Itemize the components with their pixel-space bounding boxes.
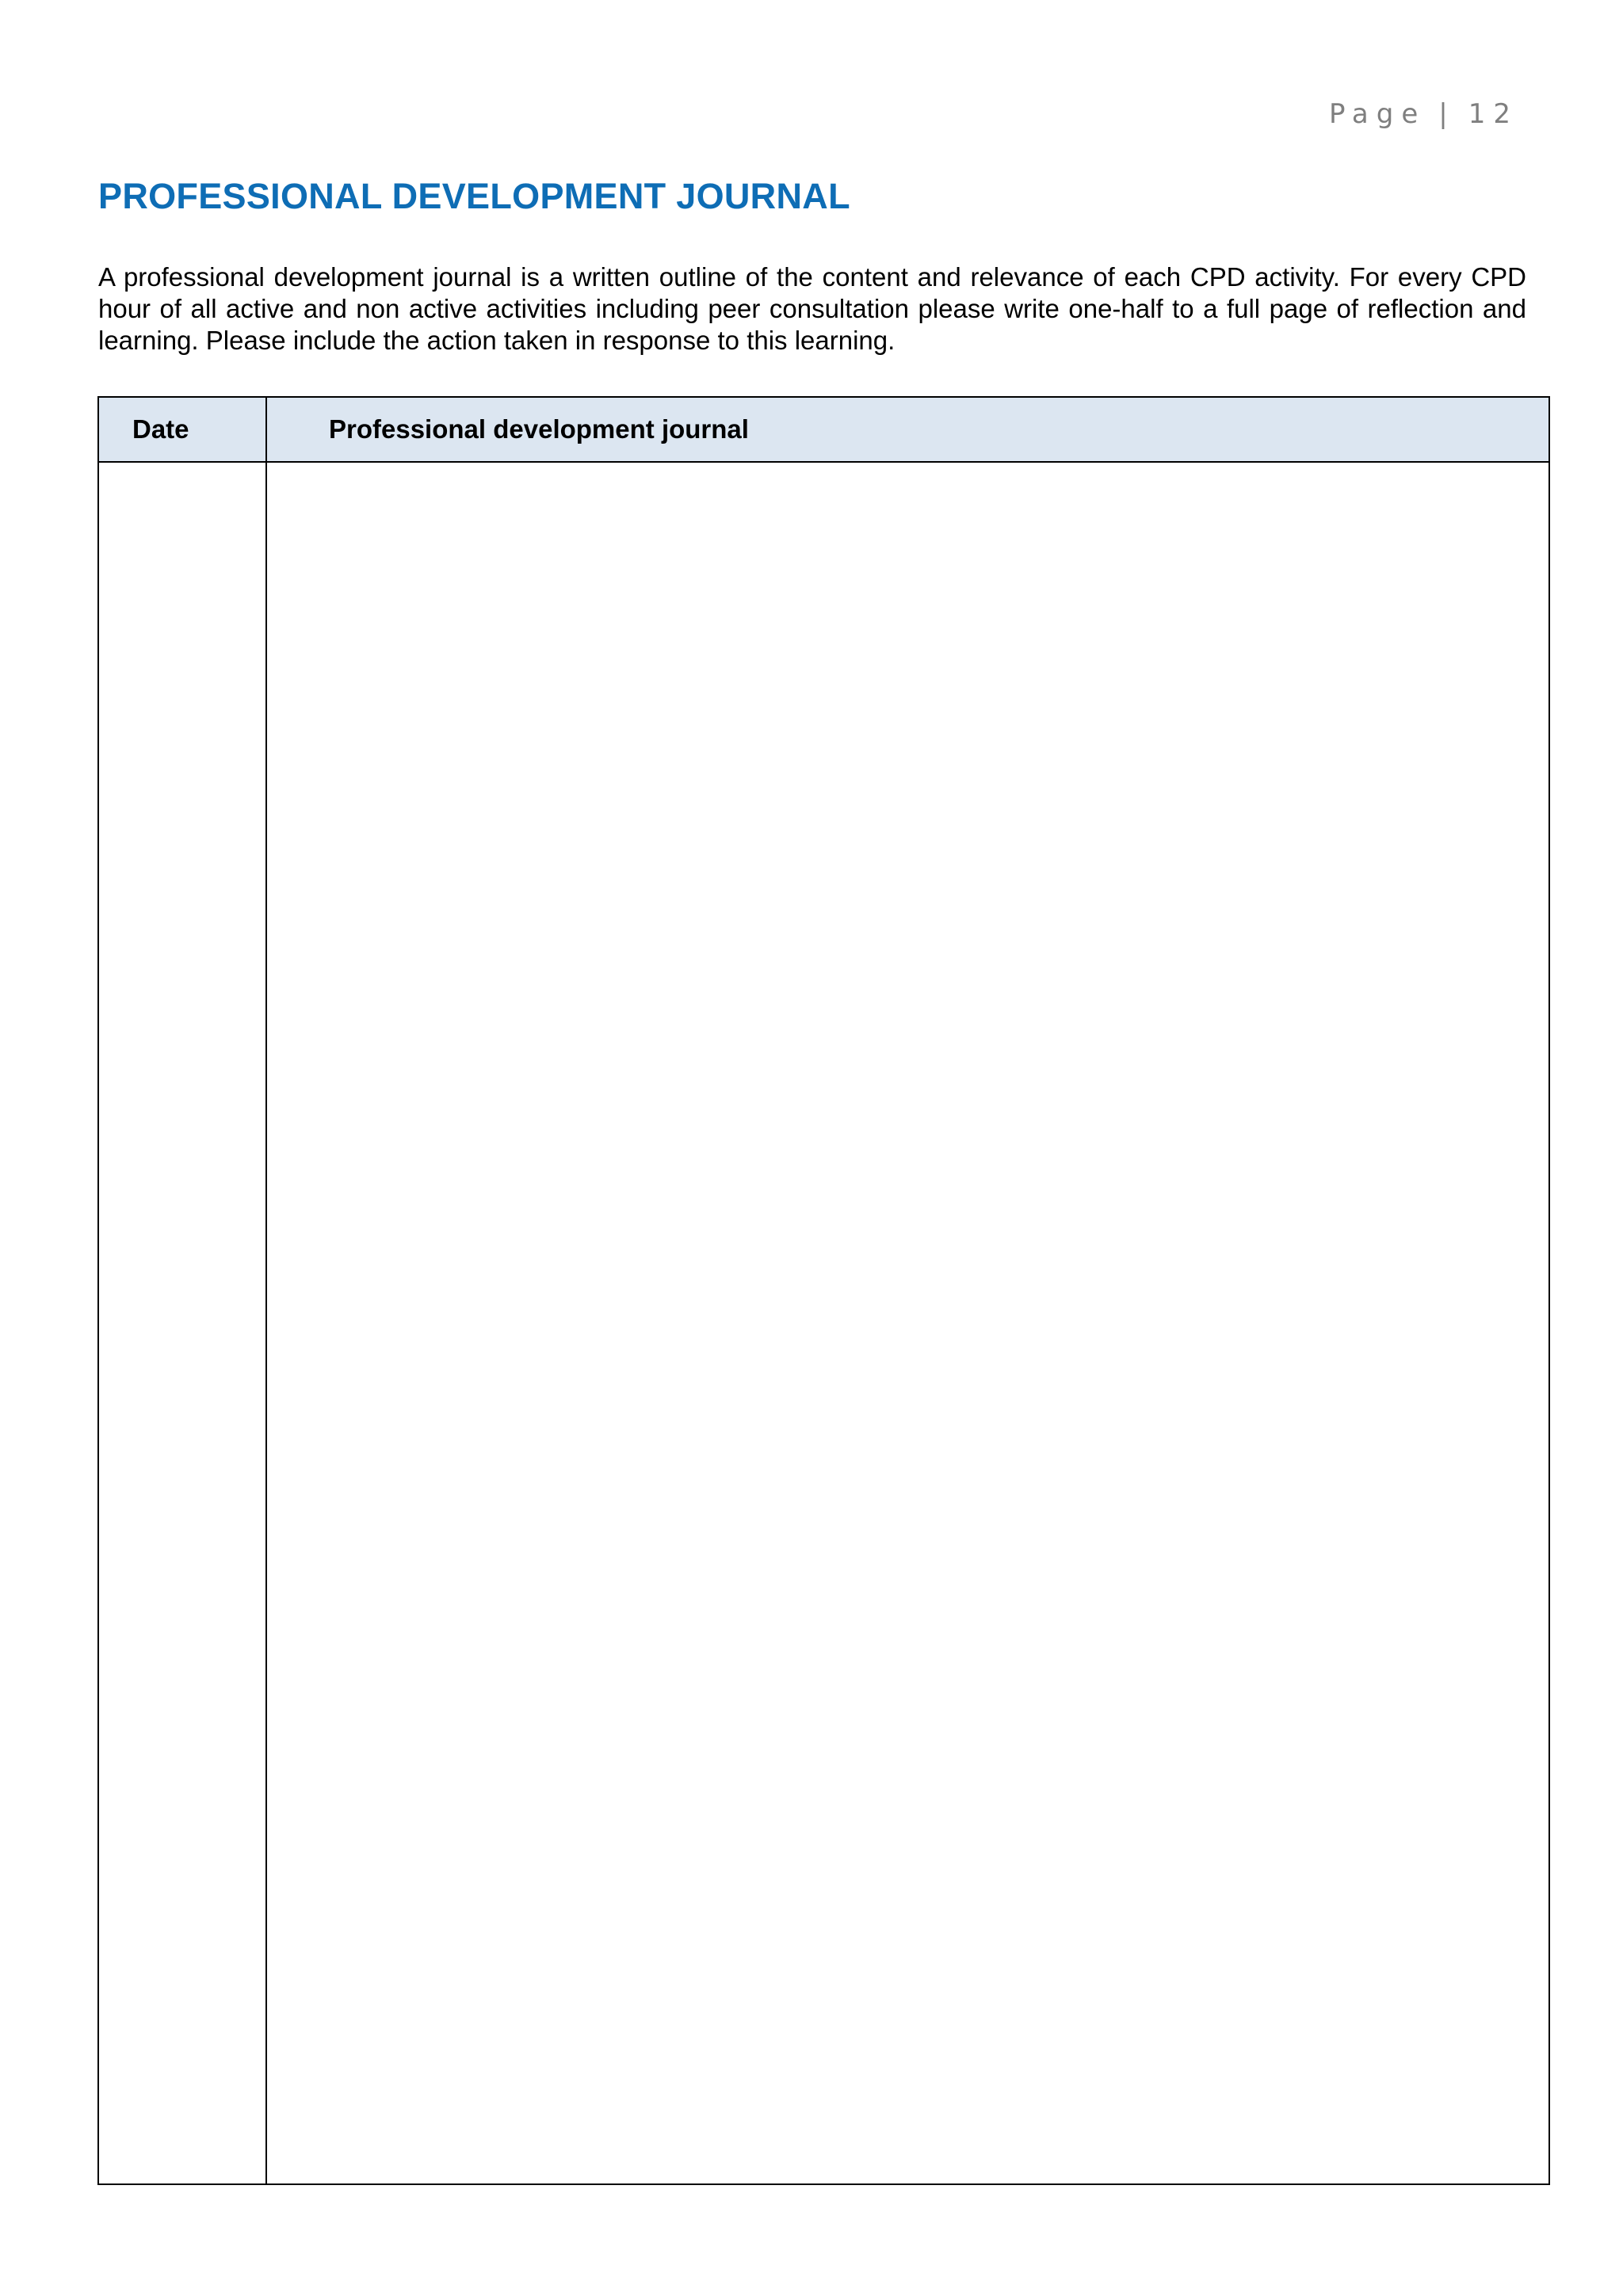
- page-separator: |: [1438, 98, 1456, 130]
- table-header-row: [98, 397, 1549, 462]
- table-row: [98, 462, 1549, 2184]
- journal-table: [97, 396, 1550, 2185]
- column-header-journal: Professional development journal: [266, 397, 1549, 462]
- page-label: Page: [1328, 98, 1426, 130]
- page-number-value: 12: [1468, 98, 1518, 130]
- column-header-date: Date: [98, 397, 266, 462]
- page-title: PROFESSIONAL DEVELOPMENT JOURNAL: [98, 176, 850, 216]
- date-cell[interactable]: [98, 462, 266, 2184]
- intro-paragraph: A professional development journal is a written outline of the content and relevance of each CPD activity. For every CPD hour of all active and non active activities including peer consultation please write one-half to a full page of reflection and learning. Please include the action taken in response to this learning.: [98, 262, 1526, 355]
- journal-entry-cell[interactable]: [266, 462, 1549, 2184]
- page-number: [1329, 98, 1518, 130]
